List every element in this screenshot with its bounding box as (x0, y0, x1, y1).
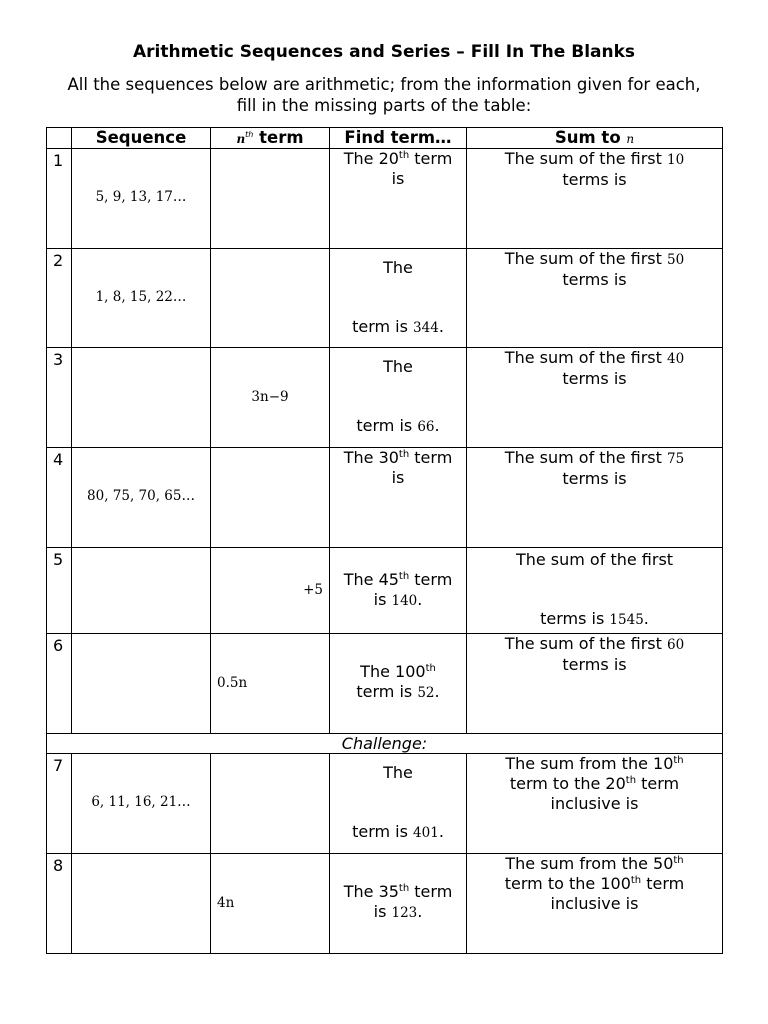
nth-term-cell[interactable]: 4n (211, 854, 330, 954)
sum-cell[interactable]: The sum of the first 75 terms is (467, 448, 723, 548)
sequence-cell[interactable]: 6, 11, 16, 21… (72, 754, 211, 854)
sequences-table (46, 127, 723, 954)
sum-cell[interactable]: The sum of the first 10 terms is (467, 149, 723, 249)
row-number: 6 (47, 634, 72, 734)
sum-cell[interactable]: The sum from the 50th term to the 100th term inclusive is (467, 854, 723, 954)
find-term-cell[interactable]: The term is 401. (330, 754, 467, 854)
table-row (47, 149, 723, 249)
table-row (47, 754, 723, 854)
page-title: Arithmetic Sequences and Series – Fill In The Blanks (132, 42, 636, 62)
nth-term-cell[interactable]: 0.5n (211, 634, 330, 734)
nth-term-cell[interactable]: +5 (211, 548, 330, 634)
sequence-cell[interactable] (72, 548, 211, 634)
nth-term-cell[interactable] (211, 448, 330, 548)
find-term-cell[interactable]: The term is 344. (330, 249, 467, 348)
table-row (47, 548, 723, 634)
sequence-cell[interactable]: 80, 75, 70, 65… (72, 448, 211, 548)
find-term-cell[interactable]: The term is 66. (330, 348, 467, 448)
header-sequence: Sequence (72, 128, 211, 149)
row-number: 8 (47, 854, 72, 954)
nth-term-cell[interactable] (211, 754, 330, 854)
sequence-cell[interactable]: 5, 9, 13, 17… (72, 149, 211, 249)
row-number: 5 (47, 548, 72, 634)
sequence-cell[interactable] (72, 854, 211, 954)
sequence-cell[interactable]: 1, 8, 15, 22… (72, 249, 211, 348)
find-term-cell[interactable]: The 45th term is 140. (330, 548, 467, 634)
header-find-term: Find term… (330, 128, 467, 149)
table-row (47, 348, 723, 448)
header-sum: Sum to n (467, 128, 723, 149)
table-row (47, 448, 723, 548)
sum-cell[interactable]: The sum of the first 40 terms is (467, 348, 723, 448)
row-number: 1 (47, 149, 72, 249)
table-row (47, 854, 723, 954)
nth-term-cell[interactable] (211, 149, 330, 249)
table-row (47, 634, 723, 734)
row-number: 7 (47, 754, 72, 854)
challenge-label: Challenge: (47, 734, 723, 754)
sequence-cell[interactable] (72, 634, 211, 734)
sum-cell[interactable]: The sum of the first terms is 1545. (467, 548, 723, 634)
find-term-cell[interactable]: The 100th term is 52. (330, 634, 467, 734)
sequence-cell[interactable] (72, 348, 211, 448)
nth-term-cell[interactable] (211, 249, 330, 348)
row-number: 4 (47, 448, 72, 548)
sum-cell[interactable]: The sum of the first 50 terms is (467, 249, 723, 348)
challenge-row (47, 734, 723, 754)
find-term-cell[interactable]: The 30th term is (330, 448, 467, 548)
instructions: All the sequences below are arithmetic; from the information given for each, fill in the missing parts of the table: (67, 75, 701, 115)
find-term-cell[interactable]: The 20th term is (330, 149, 467, 249)
header-row (47, 128, 723, 149)
row-number: 2 (47, 249, 72, 348)
nth-term-cell[interactable]: 3n−9 (211, 348, 330, 448)
sum-cell[interactable]: The sum from the 10th term to the 20th term inclusive is (467, 754, 723, 854)
find-term-cell[interactable]: The 35th term is 123. (330, 854, 467, 954)
table-row (47, 249, 723, 348)
header-number (47, 128, 72, 149)
header-nth-term: $n^{th}$ term (211, 128, 330, 149)
row-number: 3 (47, 348, 72, 448)
sum-cell[interactable]: The sum of the first 60 terms is (467, 634, 723, 734)
